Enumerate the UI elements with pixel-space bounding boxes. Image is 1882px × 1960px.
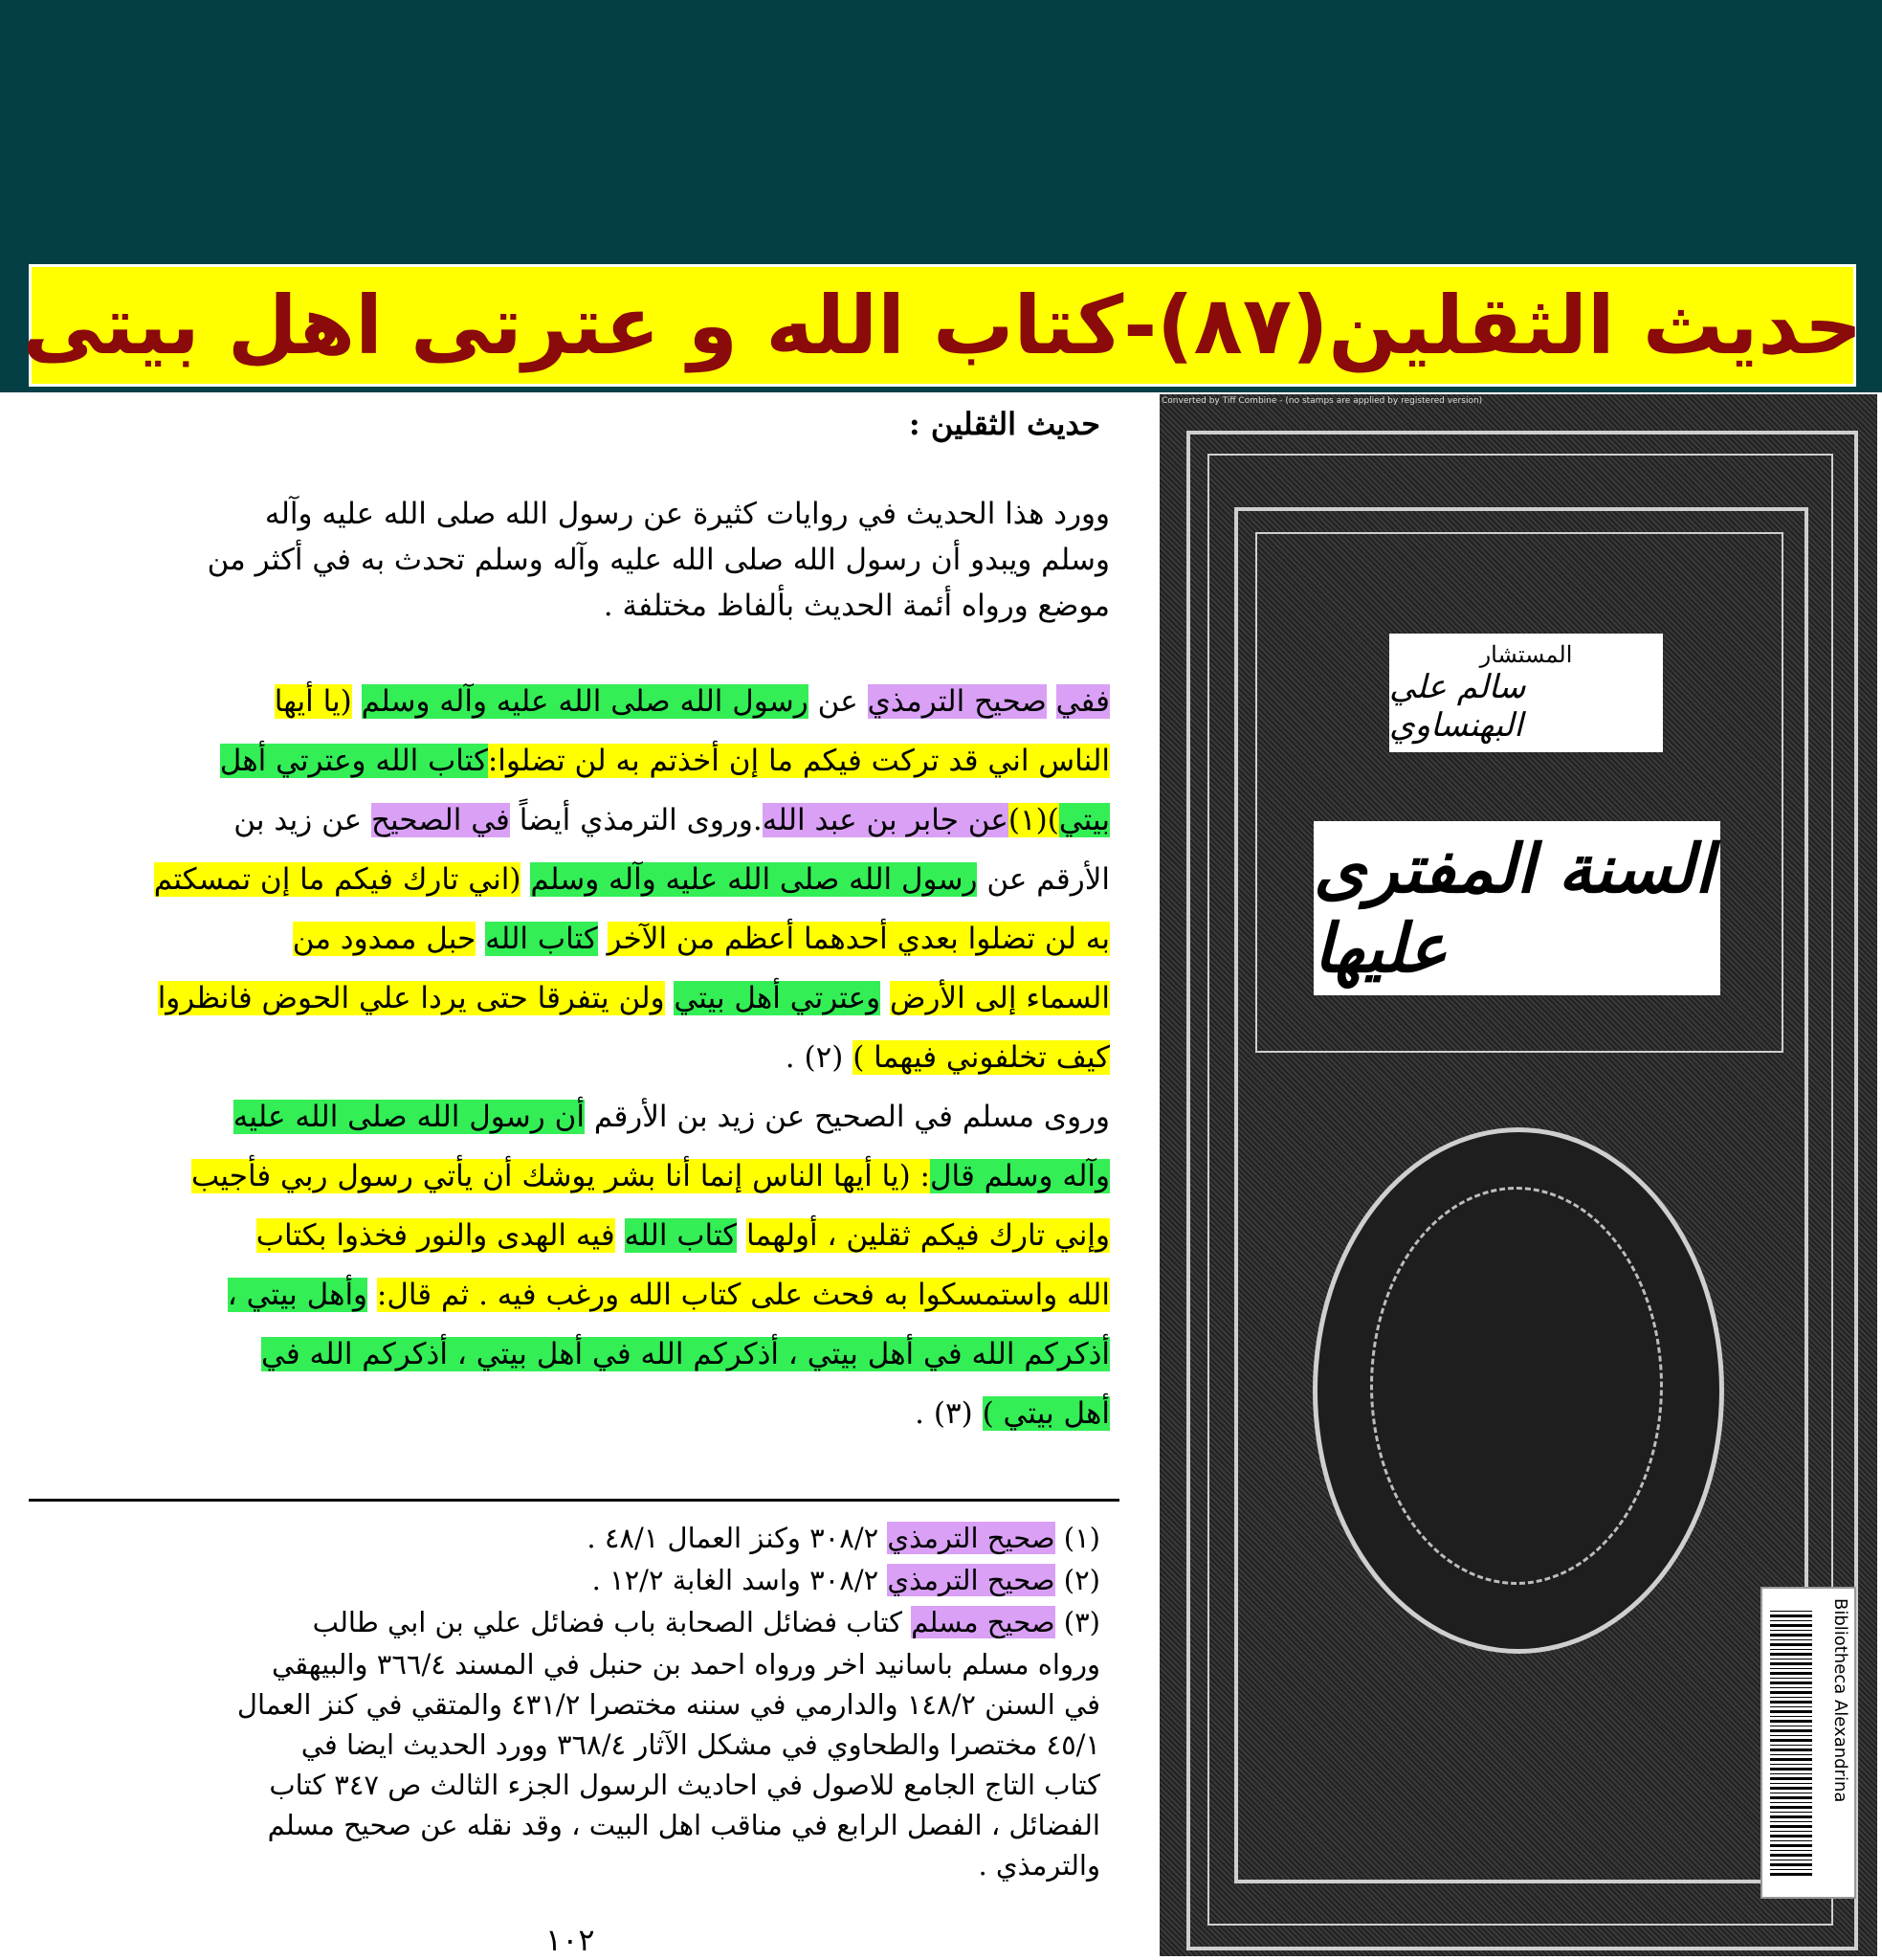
highlight-yellow: : (يا أيها الناس إنما أنا بشر يوشك أن يأتي رسول ربي فأجيب (190, 1159, 931, 1193)
author-name: سالم علي البهنساوي (1389, 668, 1526, 745)
highlight-green: بيتي (1058, 803, 1110, 837)
highlight-green: رسول الله صلى الله عليه وآله وسلم (361, 684, 808, 719)
highlight-purple: صحيح الترمذي (867, 684, 1047, 719)
highlight-yellow: وإني تارك فيكم ثقلين ، أولهما (745, 1218, 1110, 1253)
text-line (48, 1028, 1110, 1087)
text-line (48, 1384, 1110, 1443)
footnote-text: ٣٠٨/٢ واسد الغابة ١٢/٢ . (591, 1564, 879, 1596)
highlight-green: وعترتي أهل بيتي (674, 981, 881, 1015)
footnote (29, 1602, 1100, 1642)
highlight-yellow: (اني تارك فيكم ما إن تمسكتم (153, 862, 521, 897)
footnote-number: (٢) (1063, 1564, 1100, 1596)
footnote-divider (29, 1499, 1119, 1502)
highlight-yellow: ولن يتفرقا حتى يردا علي الحوض فانظروا (157, 981, 665, 1015)
title-banner (22, 264, 1863, 387)
text-span: عن (817, 684, 858, 719)
text-span: .وروى الترمذي أيضاً (519, 803, 763, 837)
text-line (48, 969, 1110, 1028)
footnote (29, 1518, 1100, 1558)
highlight-purple: صحيح الترمذي (887, 1564, 1055, 1596)
barcode-label: Bibliotheca Alexandrina (1830, 1598, 1850, 1803)
highlight-green: وآله وسلم قال (930, 1159, 1110, 1193)
text-span: (٣) . (915, 1396, 973, 1431)
paragraph-line: وسلم ويبدو أن رسول الله صلى الله عليه وآله وسلم تحدث به في أكثر من (207, 543, 1110, 577)
text-line (48, 850, 1110, 909)
cover-title: السنة المفترى عليها (1314, 821, 1720, 995)
footnote-line: في السنن ١٤٨/٢ والدارمي في سننه مختصرا ٤٣١/٢ والمتقي في كنز العمال (236, 1688, 1100, 1721)
text-line (48, 1147, 1110, 1206)
text-line (48, 672, 1110, 731)
highlight-yellow: كيف تخلفوني فيهما ) (852, 1040, 1110, 1075)
highlight-green: كتاب الله (624, 1218, 738, 1253)
highlight-purple: عن جابر بن عبد الله (762, 803, 1008, 837)
text-span: عن زيد بن (233, 803, 363, 837)
footnote-line: الفضائل ، الفصل الرابع في مناقب اهل البيت ، وقد نقله عن صحيح مسلم (267, 1809, 1100, 1841)
highlight-yellow: )(١) (1007, 803, 1059, 837)
footnote-text: كتاب فضائل الصحابة باب فضائل علي بن ابي طالب (312, 1606, 902, 1638)
highlight-yellow: الله واستمسكوا به فحث على كتاب الله ورغب فيه . ثم قال: (376, 1278, 1110, 1312)
highlight-green: كتاب الله وعترتي أهل (219, 744, 488, 778)
barcode-icon (1770, 1608, 1812, 1876)
highlight-yellow: فيه الهدى والنور فخذوا بكتاب (255, 1218, 615, 1253)
highlight-green: وأهل بيتي ، (227, 1278, 368, 1312)
highlight-purple: صحيح الترمذي (887, 1522, 1055, 1554)
text-line (48, 1087, 1110, 1147)
highlight-green: أذكركم الله في أهل بيتي ، أذكركم الله في أهل بيتي ، أذكركم الله في (261, 1337, 1110, 1371)
highlight-yellow: به لن تضلوا بعدي أحدهما أعظم من الآخر (607, 922, 1110, 956)
text-line (48, 1206, 1110, 1265)
footnote-line: ورواه مسلم باسانيد اخر ورواه احمد بن حنبل في المسند ٣٦٦/٤ والبيهقي (271, 1648, 1100, 1681)
text-line (48, 1325, 1110, 1384)
page-title: حديث الثقلين(٨٧)-كتاب الله و عترتى اهل بيتى (22, 278, 1863, 372)
footnote-line: كتاب التاج الجامع للاصول في احاديث الرسول الجزء الثالث ص ٣٤٧ كتاب (269, 1769, 1100, 1801)
text-line (48, 909, 1110, 969)
text-span: (٢) . (785, 1040, 844, 1075)
paragraph-line: وورد هذا الحديث في روايات كثيرة عن رسول الله صلى الله عليه وآله (264, 497, 1110, 531)
highlight-purple: في الصحيح (371, 803, 510, 837)
text-span: الأرقم عن (986, 862, 1110, 897)
footnote-line: والترمذي . (978, 1849, 1100, 1882)
footnote (29, 1560, 1100, 1600)
footnote-number: (٣) (1063, 1606, 1100, 1638)
section-heading: حديث الثقلين : (908, 406, 1100, 442)
footnote-line: ٤٥/١ مختصرا والطحاوي في مشكل الآثار ٣٦٨/٤ وورد الحديث ايضا في (300, 1728, 1100, 1761)
highlight-purple: صحيح مسلم (911, 1606, 1055, 1638)
paragraph-line: موضع ورواه أئمة الحديث بألفاظ مختلفة . (603, 589, 1110, 623)
highlight-green: رسول الله صلى الله عليه وآله وسلم (530, 862, 978, 897)
highlight-green: أن رسول الله صلى الله عليه (232, 1100, 585, 1134)
converter-note: Converted by Tiff Combine - (no stamps are applied by registered version) (1162, 396, 1483, 406)
text-line (48, 791, 1110, 850)
highlight-yellow: السماء إلى الأرض (889, 981, 1110, 1015)
author-label (1389, 634, 1663, 752)
text-span: وروى مسلم في الصحيح عن زيد بن الأرقم (593, 1100, 1110, 1134)
page-number: ١٠٢ (545, 1922, 595, 1958)
highlight-green: كتاب الله (485, 922, 598, 956)
highlight-yellow: (يا أيها (274, 684, 352, 719)
barcode-sticker (1760, 1587, 1856, 1899)
footnote-text: ٣٠٨/٢ وكنز العمال ٤٨/١ . (587, 1522, 879, 1554)
highlight-yellow: الناس اني قد تركت فيكم ما إن أخذتم به لن تضلوا: (487, 744, 1110, 778)
highlight-purple: ففي (1055, 684, 1110, 719)
author-title: المستشار (1479, 641, 1573, 668)
text-line (48, 731, 1110, 791)
footnote-number: (١) (1063, 1522, 1100, 1554)
cover-emblem-ornament (1370, 1187, 1663, 1585)
scanned-page (0, 392, 1139, 1960)
highlight-yellow: حبل ممدود من (292, 922, 476, 956)
text-line (48, 1265, 1110, 1325)
highlight-green: أهل بيتي ) (982, 1396, 1110, 1431)
